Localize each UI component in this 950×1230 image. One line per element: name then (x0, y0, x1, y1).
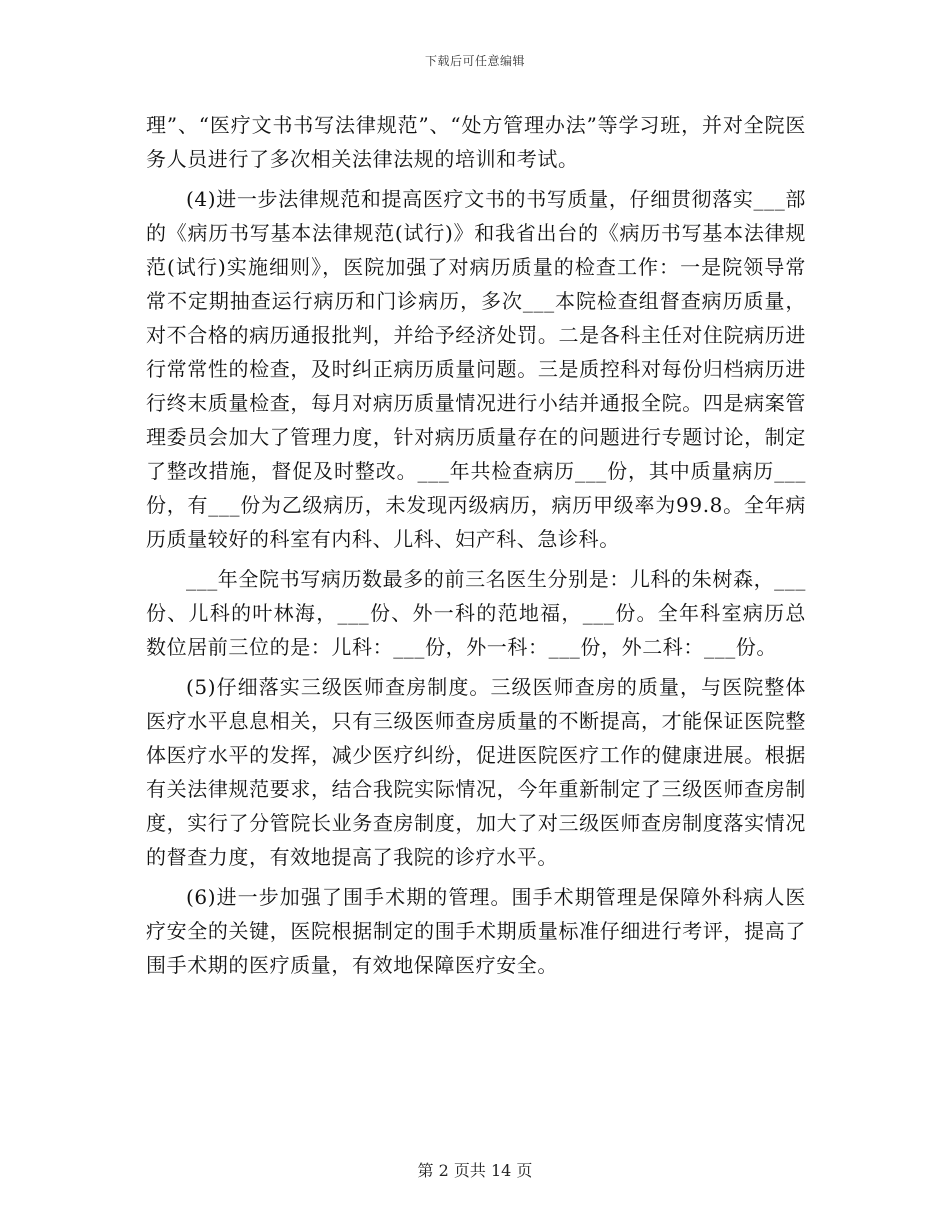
page-header: 下载后可任意编辑 (424, 54, 525, 68)
paragraph-1: 理”、“医疗文书书写法律规范”、“处方管理办法”等学习班，并对全院医务人员进行了多次相关法律法规的培训和考试。 (146, 113, 806, 171)
paragraph-3: ___年全院书写病历数最多的前三名医生分别是：儿科的朱树森，___份、儿科的叶林海，___份、外一科的范地福，___份。全年科室病历总数位居前三位的是：儿科：___份，外一科：___份，外二科：___份。 (146, 567, 806, 659)
document-body (146, 108, 806, 988)
paragraph-2: (4)进一步法律规范和提高医疗文书的书写质量，仔细贯彻落实___部的《病历书写基本法律规范(试行)》和我省出台的《病历书写基本法律规范(试行)实施细则》，医院加强了对病历质量的检查工作：一是院领导常常不定期抽查运行病历和门诊病历，多次___本院检查组督查病历质量，对不合格的病历通报批判，并给予经济处罚。二是各科主任对住院病历进行常常性的检查，及时纠正病历质量问题。三是质控科对每份归档病历进行终末质量检查，每月对病历质量情况进行小结并通报全院。四是病案管理委员会加大了管理力度，针对病历质量存在的问题进行专题讨论，制定了整改措施，督促及时整改。___年共检查病历___份，其中质量病历___份，有___份为乙级病历，未发现丙级病历，病历甲级率为99.8。全年病历质量较好的科室有内科、儿科、妇产科、急诊科。 (146, 187, 806, 551)
paragraph-4: (5)仔细落实三级医师查房制度。三级医师查房的质量，与医院整体医疗水平息息相关，只有三级医师查房质量的不断提高，才能保证医院整体医疗水平的发挥，减少医疗纠纷，促进医院医疗工作的健康进展。根据有关法律规范要求，结合我院实际情况，今年重新制定了三级医师查房制度，实行了分管院长业务查房制度，加大了对三级医师查房制度落实情况的督查力度，有效地提高了我院的诊疗水平。 (146, 675, 806, 869)
paragraph-5: (6)进一步加强了围手术期的管理。围手术期管理是保障外科病人医疗安全的关键，医院根据制定的围手术期质量标准仔细进行考评，提高了围手术期的医疗质量，有效地保障医疗安全。 (146, 885, 806, 977)
page-footer: 第 2 页共 14 页 (417, 1161, 533, 1180)
